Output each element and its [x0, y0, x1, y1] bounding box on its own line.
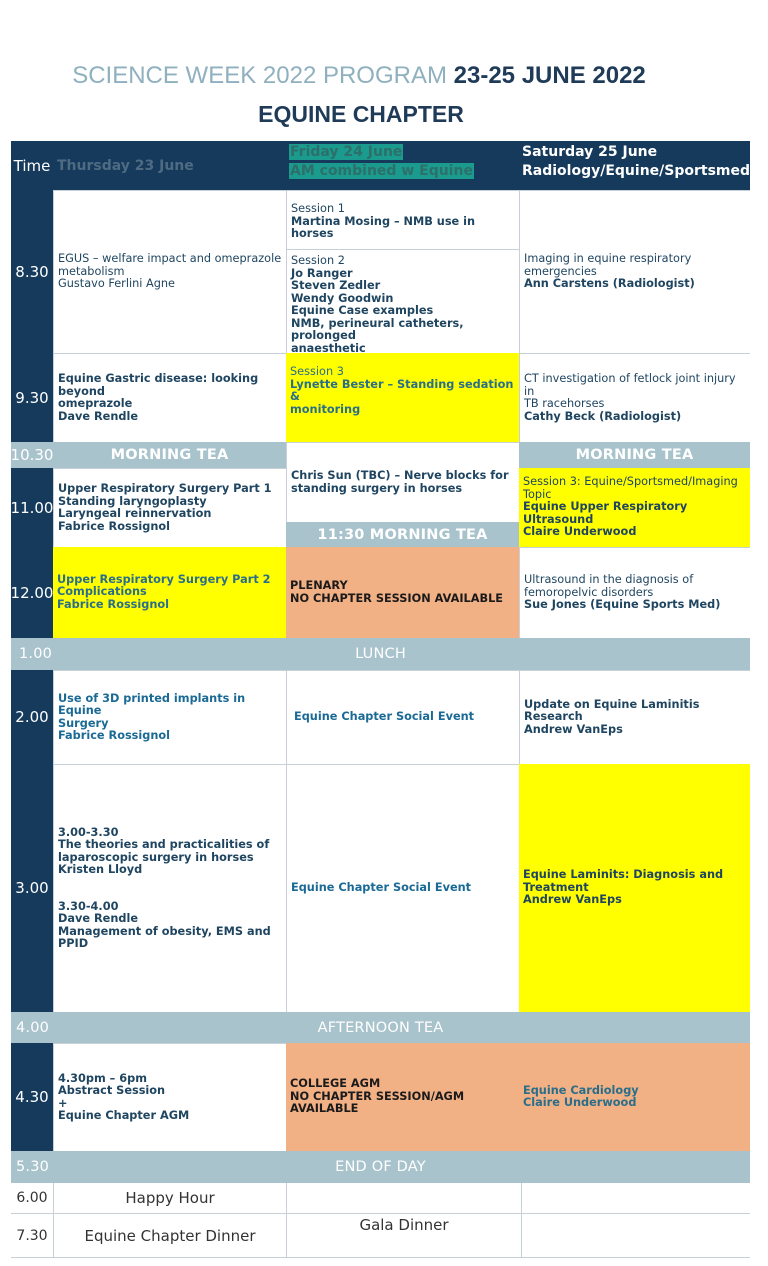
thu-300-speaker-1: Kristen Lloyd — [58, 863, 143, 876]
header-saturday-date: Saturday 25 June — [522, 144, 658, 160]
sat-200-speaker: Andrew VanEps — [524, 722, 623, 736]
thu-200-title-1: Use of 3D printed implants in Equine — [58, 691, 246, 717]
sat-session-930 — [519, 353, 750, 442]
sat-430-speaker: Claire Underwood — [523, 1096, 637, 1109]
fri-morning-tea: 11:30 MORNING TEA — [286, 522, 519, 547]
sat-1100-title-2: Topic — [523, 487, 552, 501]
time-400: 4.00 — [16, 1019, 50, 1036]
thu-300-speaker-2: Dave Rendle — [58, 912, 138, 925]
fri-social-300-label: Equine Chapter Social Event — [291, 881, 472, 895]
fri-session-nerve-blocks — [286, 442, 519, 522]
sat-morning-tea: MORNING TEA — [519, 442, 750, 468]
thu-session-300 — [53, 764, 286, 1012]
sat-1100-title-1: Session 3: Equine/Sportsmed/Imaging — [523, 475, 738, 489]
time-1030: 10.30 — [11, 442, 53, 468]
thu-300-slot-2: 3.30-4.00 — [58, 899, 119, 913]
thu-830-title-2: metabolism — [58, 264, 125, 278]
header-saturday — [519, 141, 750, 190]
thu-session-930 — [53, 353, 286, 442]
fri-session-2-speaker-2: Steven Zedler — [291, 279, 381, 292]
fri-session-2-speaker-3: Wendy Goodwin — [291, 291, 394, 305]
lunch-band — [11, 638, 750, 670]
sat-1100-speaker: Claire Underwood — [523, 525, 637, 539]
thu-300-title-1: The theories and practicalities of — [58, 838, 270, 851]
fri-session-2-speaker-1: Jo Ranger — [291, 266, 353, 280]
thu-session-1200 — [53, 547, 286, 638]
thu-morning-tea: MORNING TEA — [53, 442, 286, 468]
sat-session-830 — [519, 190, 750, 353]
time-430: 4.30 — [11, 1043, 53, 1151]
thu-1200-topic: Complications — [57, 585, 147, 599]
header-saturday-stream: Radiology/Equine/Sportsmed — [522, 163, 750, 179]
time-200: 2.00 — [11, 670, 53, 764]
sat-1100-topic: Equine Upper Respiratory Ultrasound — [523, 500, 688, 526]
fri-nerve-title-1: Chris Sun (TBC) – Nerve blocks for — [291, 469, 509, 482]
header-friday-note: AM combined w Equine — [290, 163, 473, 179]
thu-session-430 — [53, 1043, 286, 1151]
fri-plenary-title: PLENARY — [290, 579, 348, 592]
thu-300-title-3: Management of obesity, EMS and PPID — [58, 924, 271, 950]
thu-430-time: 4.30pm – 6pm — [58, 1071, 147, 1085]
time-730: 7.30 — [16, 1228, 48, 1244]
thu-830-speaker: Gustavo Ferlini Agne — [58, 277, 175, 291]
fri-gala-dinner: Gala Dinner — [359, 1216, 449, 1234]
fri-session-2-topic-2: NMB, perineural catheters, prolonged — [291, 316, 464, 342]
evening-col-line-3 — [521, 1183, 522, 1258]
thu-300-slot-1: 3.00-3.30 — [58, 825, 119, 839]
fri-session-3-topic: monitoring — [290, 402, 361, 416]
sat-930-title-1: CT investigation of fetlock joint injury in — [524, 372, 736, 398]
thu-430-abstract: Abstract Session — [58, 1084, 166, 1097]
thu-1100-topic-1: Standing laryngoplasty — [58, 494, 207, 508]
fri-social-event-200 — [286, 670, 519, 764]
header-friday-date: Friday 24 June — [290, 144, 403, 160]
fri-plenary-note: NO CHAPTER SESSION AVAILABLE — [290, 591, 503, 605]
time-930: 9.30 — [11, 353, 53, 442]
sat-1200-title-1: Ultrasound in the diagnosis of — [524, 573, 694, 587]
sat-200-title: Update on Equine Laminitis Research — [524, 697, 700, 724]
thu-session-1100 — [53, 468, 286, 547]
sat-930-speaker: Cathy Beck (Radiologist) — [524, 409, 682, 423]
header-time: Time — [11, 141, 53, 190]
thu-1100-speaker: Fabrice Rossignol — [58, 519, 171, 533]
fri-session-3-speaker: Lynette Bester – Standing sedation & — [290, 377, 514, 403]
thu-1100-topic-2: Laryngeal reinnervation — [58, 507, 212, 520]
thu-930-title-2: omeprazole — [58, 397, 133, 410]
sat-session-1200 — [519, 547, 750, 638]
program-title-light: SCIENCE WEEK 2022 PROGRAM — [72, 62, 447, 89]
thu-1200-title: Upper Respiratory Surgery Part 2 — [57, 572, 271, 586]
fri-session-3 — [286, 353, 519, 442]
sat-830-title-2: emergencies — [524, 264, 597, 278]
time-830: 8.30 — [11, 190, 53, 353]
time-100: 1.00 — [19, 646, 53, 662]
sat-430-title: Equine Cardiology — [523, 1083, 639, 1097]
thu-930-speaker: Dave Rendle — [58, 409, 138, 423]
fri-nerve-title-2: standing surgery in horses — [291, 481, 463, 495]
time-1100: 11.00 — [11, 468, 53, 547]
thu-300-title-2: laparoscopic surgery in horses — [58, 850, 254, 864]
thu-200-title-2: Surgery — [58, 716, 109, 730]
thu-happy-hour: Happy Hour — [125, 1189, 215, 1207]
fri-session-plenary — [286, 547, 519, 638]
time-530: 5.30 — [16, 1159, 50, 1175]
lunch-label: LUNCH — [355, 646, 406, 662]
header-friday — [286, 141, 519, 190]
fri-session-2-topic-3: anaesthetic — [291, 341, 366, 353]
thu-430-agm: Equine Chapter AGM — [58, 1109, 190, 1122]
thu-430-plus: + — [58, 1096, 68, 1110]
fri-session-1 — [286, 190, 519, 249]
sat-300-title-2: Treatment — [523, 880, 589, 894]
time-1200: 12.00 — [11, 547, 53, 638]
header-thursday: Thursday 23 June — [53, 141, 286, 190]
thu-1200-speaker: Fabrice Rossignol — [57, 597, 170, 611]
sat-300-speaker: Andrew VanEps — [523, 893, 622, 907]
sat-session-200 — [519, 670, 750, 764]
end-of-day-band — [11, 1151, 750, 1183]
end-of-day-label: END OF DAY — [335, 1159, 426, 1175]
sat-session-430 — [519, 1043, 750, 1151]
fri-agm-note: NO CHAPTER SESSION/AGM AVAILABLE — [290, 1089, 465, 1116]
thu-830-title-1: EGUS – welfare impact and omeprazole — [58, 252, 282, 266]
sat-830-speaker: Ann Carstens (Radiologist) — [524, 277, 695, 291]
thu-session-200 — [53, 670, 286, 764]
fri-session-2 — [286, 249, 519, 353]
program-dates: 23-25 JUNE 2022 — [453, 62, 646, 89]
time-600: 6.00 — [16, 1190, 48, 1206]
sat-session-300 — [519, 764, 750, 1012]
chapter-title: EQUINE CHAPTER — [258, 101, 464, 127]
fri-social-event-300 — [286, 764, 519, 1012]
thu-200-speaker: Fabrice Rossignol — [58, 729, 171, 742]
program-title — [0, 62, 718, 90]
afternoon-tea-band — [11, 1012, 750, 1043]
sat-830-title-1: Imaging in equine respiratory — [524, 252, 692, 266]
fri-session-1-label: Session 1 — [291, 202, 345, 215]
fri-session-2-topic-1: Equine Case examples — [291, 304, 434, 317]
fri-session-college-agm — [286, 1043, 519, 1151]
fri-agm-title: COLLEGE AGM — [290, 1077, 381, 1091]
sat-1200-speaker: Sue Jones (Equine Sports Med) — [524, 598, 721, 612]
fri-session-2-label: Session 2 — [291, 254, 345, 267]
sat-300-title-1: Equine Laminits: Diagnosis and — [523, 868, 724, 882]
thu-session-830 — [53, 190, 286, 353]
sat-930-title-2: TB racehorses — [524, 397, 605, 410]
thu-1100-title: Upper Respiratory Surgery Part 1 — [58, 482, 272, 495]
afternoon-tea-label: AFTERNOON TEA — [317, 1019, 444, 1036]
sat-session-1100 — [519, 468, 750, 547]
time-300: 3.00 — [11, 764, 53, 1012]
fri-session-3-label: Session 3 — [290, 365, 344, 378]
fri-social-200-label: Equine Chapter Social Event — [294, 710, 475, 724]
fri-session-1-speaker: Martina Mosing – NMB use in horses — [291, 214, 476, 240]
thu-chapter-dinner: Equine Chapter Dinner — [84, 1227, 256, 1245]
sat-1200-title-2: femoropelvic disorders — [524, 585, 654, 599]
thu-930-title-1: Equine Gastric disease: looking beyond — [58, 372, 259, 398]
